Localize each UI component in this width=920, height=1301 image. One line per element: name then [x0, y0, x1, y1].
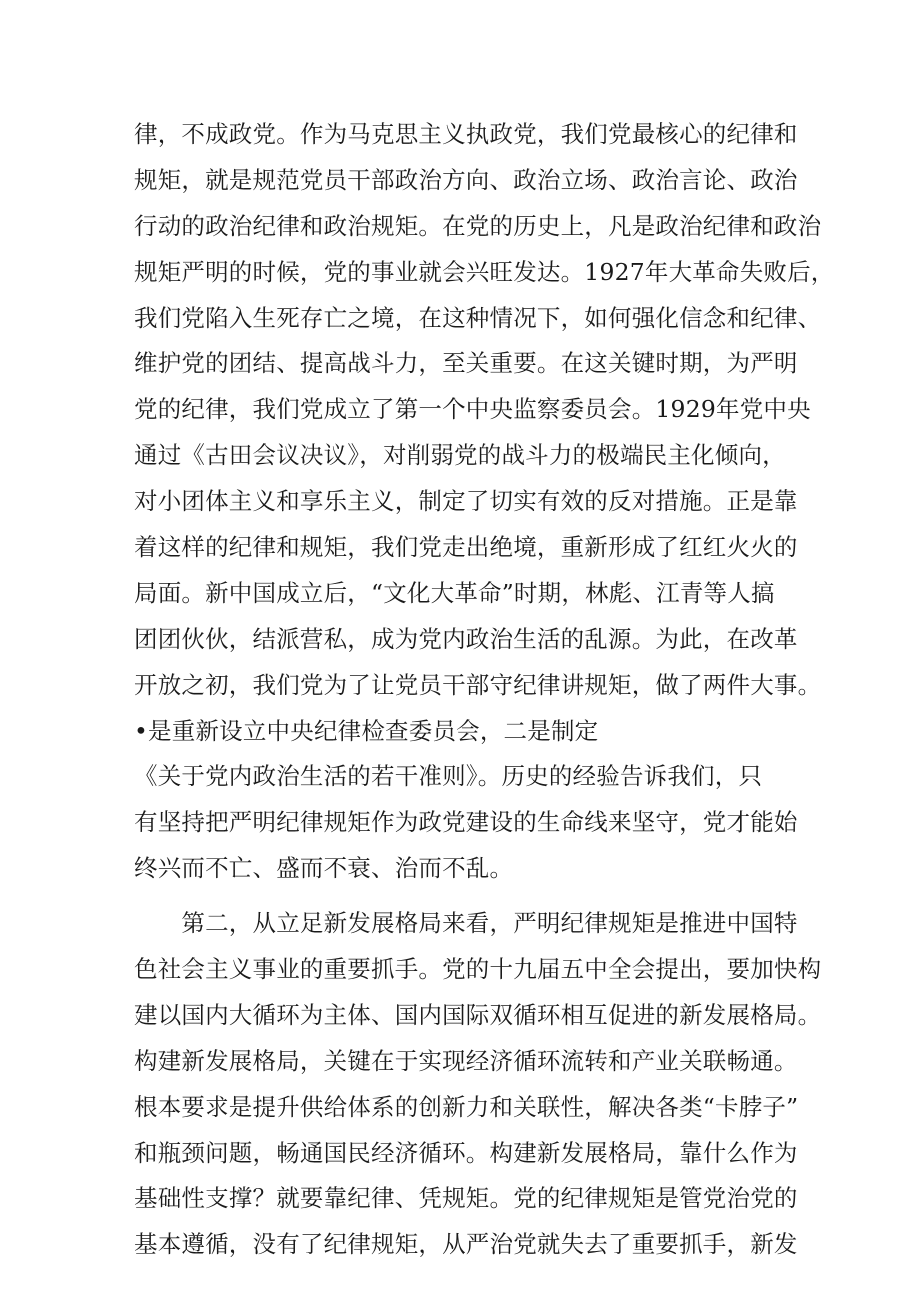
- text-line: 规矩严明的时候，党的事业就会兴旺发达。1927年大革命失败后，: [134, 257, 835, 286]
- paragraph-1: [134, 112, 835, 892]
- text-line: 党的纪律，我们党成立了第一个中央监察委员会。1929年党中央: [134, 395, 811, 424]
- text-line: 根本要求是提升供给体系的创新力和关联性，解决各类“卡脖子”: [134, 1092, 799, 1121]
- text-line: 有坚持把严明纪律规矩作为政党建设的生命线来坚守，党才能始: [134, 808, 798, 837]
- text-line: 《关于党内政治生活的若干准则》。历史的经验告诉我们，只: [134, 762, 763, 791]
- paragraph-spacer: [134, 892, 794, 901]
- text-line: 维护党的团结、提高战斗力，至关重要。在这关键时期，为严明: [134, 349, 798, 378]
- text-line: 团团伙伙，结派营私，成为党内政治生活的乱源。为此，在改革: [134, 624, 798, 653]
- paragraph-2: [134, 901, 822, 1268]
- text-line: 对小团体主义和享乐主义，制定了切实有效的反对措施。正是靠: [134, 487, 798, 516]
- text-line: 着这样的纪律和规矩，我们党走出绝境，重新形成了红红火火的: [134, 533, 798, 562]
- text-line: 局面。新中国成立后，“文化大革命”时期，林彪、江青等人搞: [134, 578, 775, 607]
- text-line: 基础性支撑？就要靠纪律、凭规矩。党的纪律规矩是管党治党的: [134, 1184, 798, 1213]
- text-line: 和瓶颈问题，畅通国民经济循环。构建新发展格局，靠什么作为: [134, 1138, 798, 1167]
- text-line: •是重新设立中央纪律检查委员会，二是制定: [134, 716, 599, 745]
- text-line: 终兴而不亡、盛而不衰、治而不乱。: [134, 854, 514, 883]
- text-line: 开放之初，我们党为了让党员干部守纪律讲规矩，做了两件大事。: [134, 670, 822, 699]
- text-line: 基本遵循，没有了纪律规矩，从严治党就失去了重要抓手，新发: [134, 1230, 798, 1259]
- text-line: 第二，从立足新发展格局来看，严明纪律规矩是推进中国特: [134, 909, 798, 938]
- text-line: 规矩，就是规范党员干部政治方向、政治立场、政治言论、政治: [134, 165, 798, 194]
- document-body: [134, 112, 835, 1268]
- text-line: 通过《古田会议决议》，对削弱党的战斗力的极端民主化倾向，: [134, 441, 786, 470]
- text-line: 构建新发展格局，关键在于实现经济循环流转和产业关联畅通。: [134, 1046, 798, 1075]
- text-line: 建以国内大循环为主体、国内国际双循环相互促进的新发展格局。: [134, 1000, 822, 1029]
- text-line: 行动的政治纪律和政治规矩。在党的历史上，凡是政治纪律和政治: [134, 211, 822, 240]
- text-line: 色社会主义事业的重要抓手。党的十九届五中全会提出，要加快构: [134, 955, 822, 984]
- text-line: 我们党陷入生死存亡之境，在这种情况下，如何强化信念和纪律、: [134, 303, 822, 332]
- text-line: 律，不成政党。作为马克思主义执政党，我们党最核心的纪律和: [134, 120, 798, 148]
